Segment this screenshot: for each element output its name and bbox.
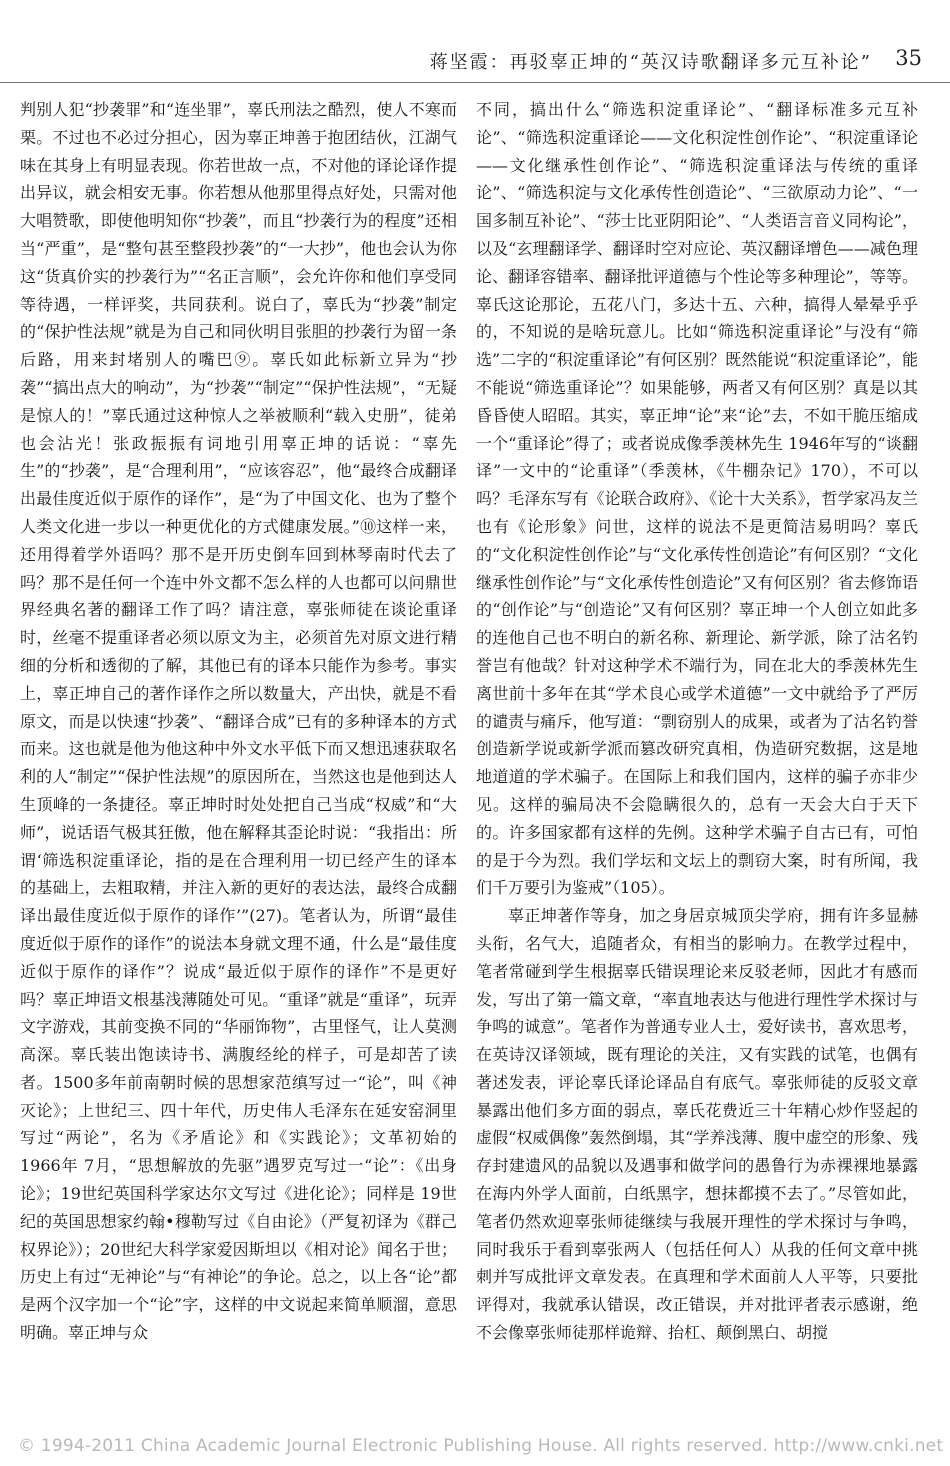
right-paragraph-2: 辜正坤著作等身，加之身居京城顶尖学府，拥有许多显赫头衔，名气大，追随者众，有相当的影响力。在教学过程中，笔者常碰到学生根据辜氏错误理论来反驳老师，因此才有感而发，写出了第一篇文章，“率直地表达与他进行理性学术探讨与争鸣的诚意”。笔者作为普通专业人士，爱好读书，喜欢思考，在英诗汉译领域，既有理论的关注，又有实践的试笔，也偶有著述发表，评论辜氏译论译品自有底气。辜张师徒的反驳文章暴露出他们多方面的弱点，辜氏花费近三十年精心炒作竖起的虚假“权威偶像”轰然倒塌，其“学养浅薄、腹中虚空的形象、残存封建遗风的品貌以及遇事和做学问的愚鲁行为赤裸裸地暴露在海内外学人面前，白纸黑字，想抹都摸不去了。”尽管如此，笔者仍然欢迎辜张师徒继续与我展开理性的学术探讨与争鸣，同时我乐于看到辜张两人（包括任何人）从我的任何文章中挑刺并写成批评文章发表。在真理和学术面前人人平等，只要批评得对，我就承认错误，改正错误，并对批评者表示感谢，绝不会像辜张师徒那样诡辩、抬杠、颠倒黑白、胡搅 xyxy=(476,906,918,1343)
left-column-text: 判别人犯“抄袭罪”和“连坐罪”，辜氏刑法之酷烈，使人不寒而栗。不过也不必过分担心，因为辜正坤善于抱团结伙，江湖气味在其身上有明显表现。你若世故一点，不对他的译论译作提出异议，就会相安无事。你若想从他那里得点好处，只需对他大唱赞歌，即使他明知你“抄袭”，而且“抄袭行为的程度”还相当“严重”，是“整句甚至整段抄袭”的“一大抄”，他也会认为你这“货真价实的抄袭行为”“名正言顺”，会允许你和他们享受同等待遇，一样评奖，共同获利。说白了，辜氏为“抄袭”制定的“保护性法规”就是为自己和同伙明目张胆的抄袭行为留一条后路，用来封堵别人的嘴巴⑨。辜氏如此标新立异为“抄袭”“搞出点大的响动”，为“抄袭”“制定”“保护性法规”，“无疑是惊人的！”辜氏通过这种惊人之举被顺利“载入史册”，徒弟也会沾光！张政振振有词地引用辜正坤的话说：“辜先生”的“抄袭”，是“合理利用”，“应该容忍”，他“最终合成翻译出最佳度近似于原作的译作”，是“为了中国文化、也为了整个人类文化进一步以一种更优化的方式健康发展。”⑩这样一来，还用得着学外语吗？那不是开历史倒车回到林琴南时代去了吗？那不是任何一个连中外文都不怎么样的人也都可以问鼎世界经典名著的翻译工作了吗？请注意，辜张师徒在谈论重译时，丝毫不提重译者必须以原文为主，必须首先对原文进行精细的分析和透彻的了解，其他已有的译本只能作为参考。事实上，辜正坤自己的著作译作之所以数量大，产出快，就是不看原文，而是以快速“抄袭”、“翻译合成”已有的多种译本的方式而来。这也就是他为他这种中外文水平低下而又想迅速获取名利的人“制定”“保护性法规”的原因所在，当然这也是他到达人生顶峰的一条捷径。辜正坤时时处处把自己当成“权威”和“大师”，说话语气极其狂傲，他在解释其歪论时说：“我指出：所谓‘筛选积淀重译论，指的是在合理利用一切已经产生的译本的基础上，去粗取精，并注入新的更好的表达法，最终合成翻译出最佳度近似于原作的译作’”(27)。笔者认为，所谓“最佳度近似于原作的译作”的说法本身就文理不通，什么是“最佳度近似于原作的译作”？说成“最近似于原作的译作”不是更好吗？辜正坤语文根基浅薄随处可见。“重译”就是“重译”，玩弄文字游戏，其前变换不同的“华丽饰物”，古里怪气，让人莫测高深。辜氏装出饱读诗书、满腹经纶的样子，可是却苦了读者。1500多年前南朝时候的思想家范缜写过一“论”，叫《神灭论》；上世纪三、四十年代，历史伟人毛泽东在延安窑洞里写过“两论”，名为《矛盾论》和《实践论》；文革初始的 1966年 7月，“思想解放的先驱”遇罗克写过一“论”：《出身论》；19世纪英国科学家达尔文写过《进化论》；同样是 19世纪的英国思想家约翰•穆勒写过《自由论》（严复初译为《群己权界论》）；20世纪大科学家爱因斯坦以《相对论》闻名于世；历史上有过“无神论”与“有神论”的争论。总之，以上各“论”都是两个汉字加一个“论”字，这样的中文说起来简单顺溜，意思明确。辜正坤与众 xyxy=(20,100,457,1343)
copyright-watermark: © 1994-2011 China Academic Journal Electronic Publishing House. All rights reserved. http://www.cnki.net xyxy=(18,1436,944,1456)
page-number: 35 xyxy=(895,46,922,70)
right-paragraph-1: 不同，搞出什么“筛选积淀重译论”、“翻译标准多元互补论”、“筛选积淀重译论——文化积淀性创作论”、“积淀重译论——文化继承性创作论”、“筛选积淀重译法与传统的重译论”、“筛选积淀与文化承传性创造论”、“三欲原动力论”、“一国多制互补论”、“莎士比亚阴阳论”、“人类语言音义同构论”，以及“玄理翻译学、翻译时空对应论、英汉翻译增色——减色理论、翻译容错率、翻译批评道德与个性论等多种理论”，等等。辜氏这论那论，五花八门，多达十五、六种，搞得人晕晕乎乎的，不知说的是啥玩意儿。比如“筛选积淀重译论”与没有“筛选”二字的“积淀重译论”有何区别？既然能说“积淀重译论”，能不能说“筛选重译论”？如果能够，两者又有何区别？真是以其昏昏使人昭昭。其实，辜正坤“论”来“论”去，不如干脆压缩成一个“重译论”得了；或者说成像季羡林先生 1946年写的“谈翻译”一文中的“论重译”（季羡林，《牛棚杂记》170），不可以吗？毛泽东写有《论联合政府》、《论十大关系》，哲学家冯友兰也有《论形象》问世，这样的说法不是更简洁易明吗？辜氏的“文化积淀性创作论”与“文化承传性创造论”有何区别？“文化继承性创作论”与“文化承传性创造论”又有何区别？省去修饰语的“创作论”与“创造论”又有何区别？辜正坤一个人创立如此多的连他自己也不明白的新名称、新理论、新学派，除了沽名钓誉岂有他哉？针对这种学术不端行为，同在北大的季羡林先生离世前十多年在其“学术良心或学术道德”一文中就给予了严厉的谴责与痛斥，他写道：“剽窃别人的成果，或者为了沽名钓誉创造新学说或新学派而篡改研究真相，伪造研究数据，这是地地道道的学术骗子。在国际上和我们国内，这样的骗子亦非少见。这样的骗局决不会隐瞒很久的，总有一天会大白于天下的。许多国家都有这样的先例。这种学术骗子自古已有，可怕的是于今为烈。我们学坛和文坛上的剽窃大案，时有所闻，我们千万要引为鉴戒”（105）。 xyxy=(476,100,918,898)
left-column xyxy=(20,96,457,1446)
right-column xyxy=(476,96,918,1446)
page-header xyxy=(0,0,950,78)
running-title: 蒋坚霞：再驳辜正坤的“英汉诗歌翻译多元互补论” xyxy=(429,52,872,73)
header-rule xyxy=(0,82,950,83)
